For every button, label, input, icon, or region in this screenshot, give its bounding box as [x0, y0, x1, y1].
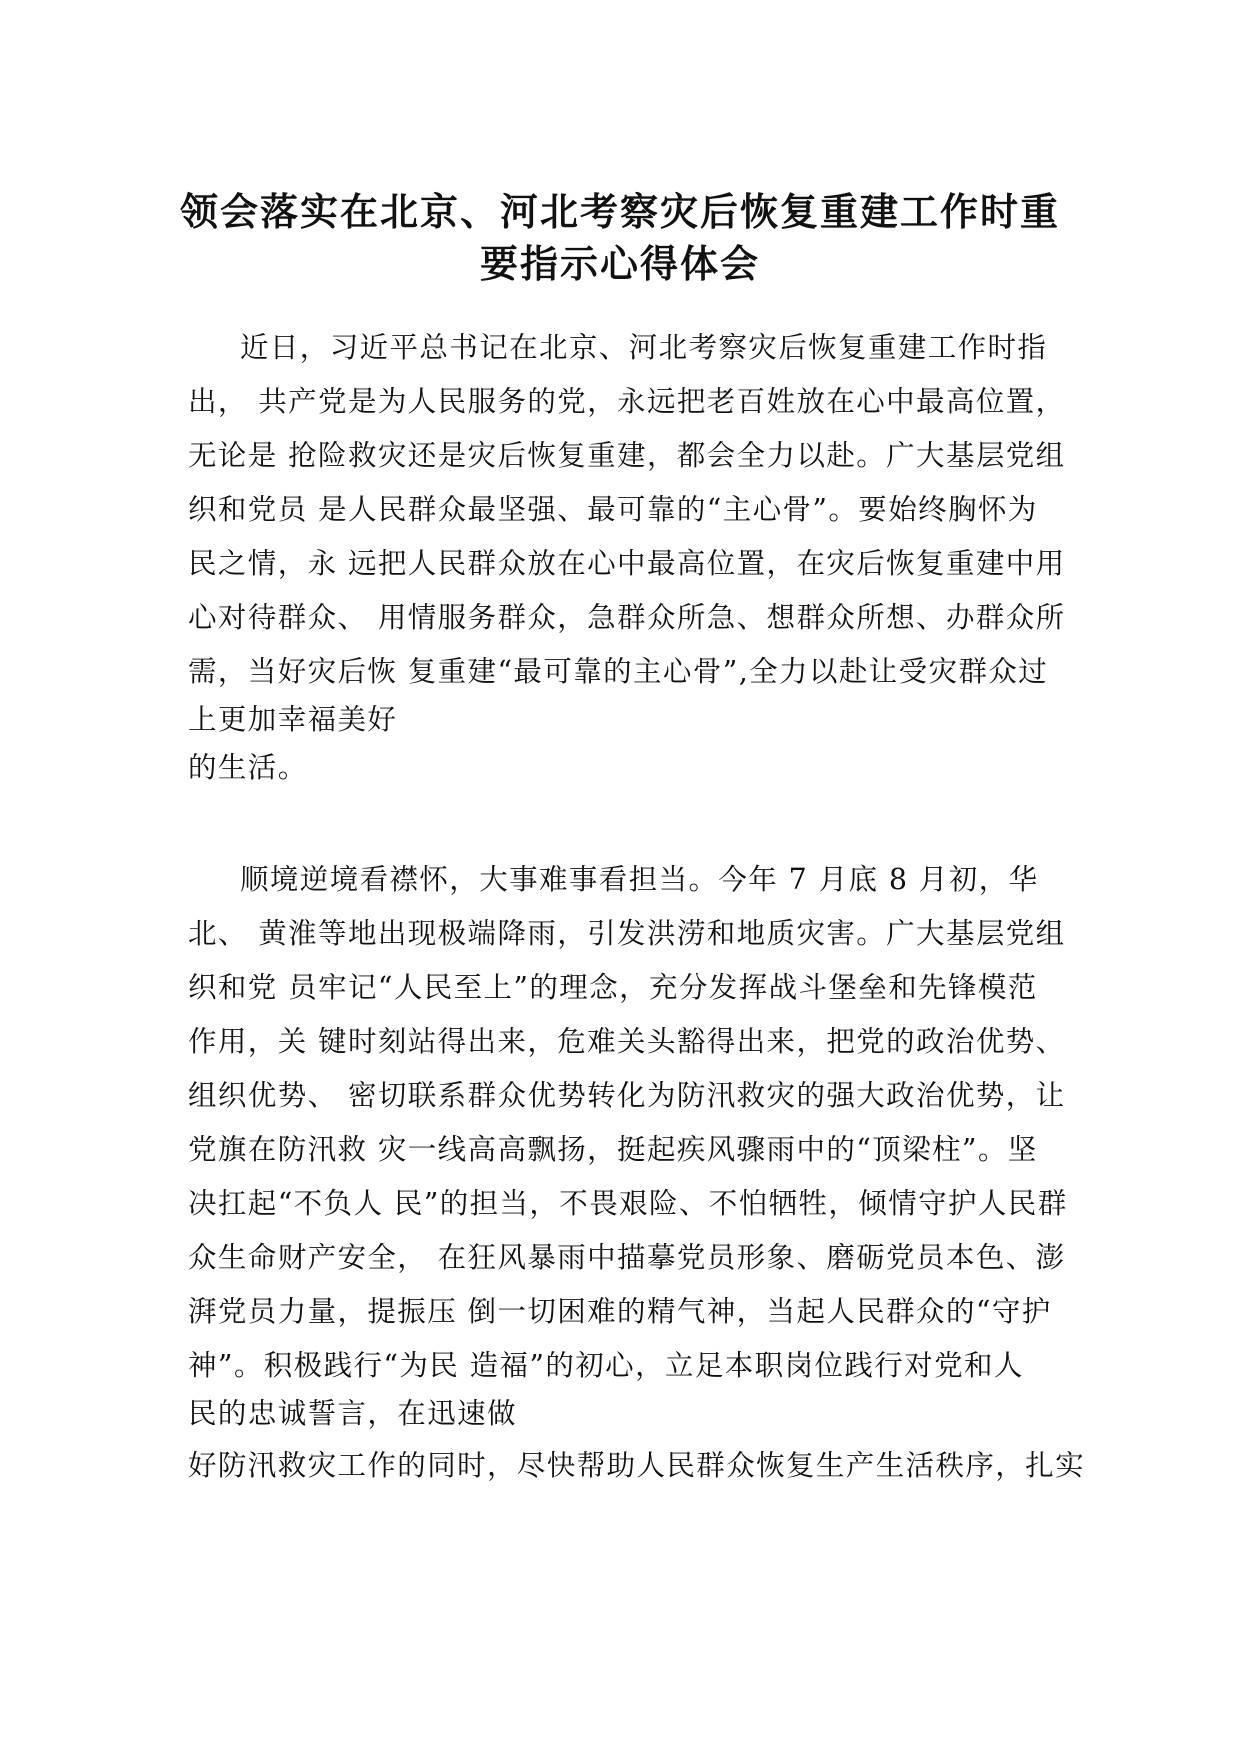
paragraph-2-line-4: 作用，关 键时刻站得出来，危难关头豁得出来，把党的政治优势、 [188, 1025, 1066, 1058]
paragraph-1-line-6: 心对待群众、 用情服务群众，急群众所急、想群众所想、办群众所 [188, 601, 1066, 634]
paragraph-2-line-1: 顺境逆境看襟怀，大事难事看担当。今年 7 月底 8 月初，华 [240, 863, 1039, 896]
paragraph-1-line-1: 近日，习近平总书记在北京、河北考察灾后恢复重建工作时指 [240, 331, 1048, 364]
paragraph-1-line-8: 上更加幸福美好 [188, 703, 398, 736]
paragraph-2-line-2: 北、 黄淮等地出现极端降雨，引发洪涝和地质灾害。广大基层党组 [188, 917, 1066, 950]
paragraph-2-line-10: 神”。积极践行“为民 造福”的初心，立足本职岗位践行对党和人 [188, 1349, 1024, 1382]
paragraph-2-line-7: 决扛起“不负人 民”的担当，不畏艰险、不怕牺牲，倾情守护人民群 [188, 1187, 1068, 1220]
paragraph-1-line-9: 的生活。 [188, 751, 308, 784]
paragraph-2-line-6: 党旗在防汛救 灾一线高高飘扬，挺起疾风骤雨中的“顶梁柱”。坚 [188, 1133, 1038, 1166]
title-line-2: 要指示心得体会 [479, 241, 760, 286]
paragraph-1-line-2: 出， 共产党是为人民服务的党，永远把老百姓放在心中最高位置， [188, 385, 1066, 418]
paragraph-2-line-11: 民的忠诚誓言，在迅速做 [188, 1397, 517, 1430]
paragraph-1-line-3: 无论是 抢险救灾还是灾后恢复重建，都会全力以赴。广大基层党组 [188, 439, 1066, 472]
paragraph-1-line-5: 民之情，永 远把人民群众放在心中最高位置，在灾后恢复重建中用 [188, 547, 1066, 580]
paragraph-2-line-12: 好防汛救灾工作的同时，尽快帮助人民群众恢复生产生活秩序，扎实 [188, 1449, 1086, 1482]
paragraph-1-line-4: 织和党员 是人民群众最坚强、最可靠的“主心骨”。要始终胸怀为 [188, 493, 1038, 526]
paragraph-2-line-3: 织和党 员牢记“人民至上”的理念，充分发挥战斗堡垒和先锋模范 [188, 971, 1038, 1004]
paragraph-1-line-7: 需，当好灾后恢 复重建“最可靠的主心骨”,全力以赴让受灾群众过 [188, 655, 1049, 688]
paragraph-2-line-9: 湃党员力量，提振压 倒一切困难的精气神，当起人民群众的“守护 [188, 1295, 1052, 1328]
title-line-1: 领会落实在北京、河北考察灾后恢复重建工作时重 [179, 189, 1060, 234]
paragraph-2-line-8: 众生命财产安全， 在狂风暴雨中描摹党员形象、磨砺党员本色、澎 [188, 1241, 1066, 1274]
paragraph-2-line-5: 组织优势、 密切联系群众优势转化为防汛救灾的强大政治优势，让 [188, 1079, 1066, 1112]
